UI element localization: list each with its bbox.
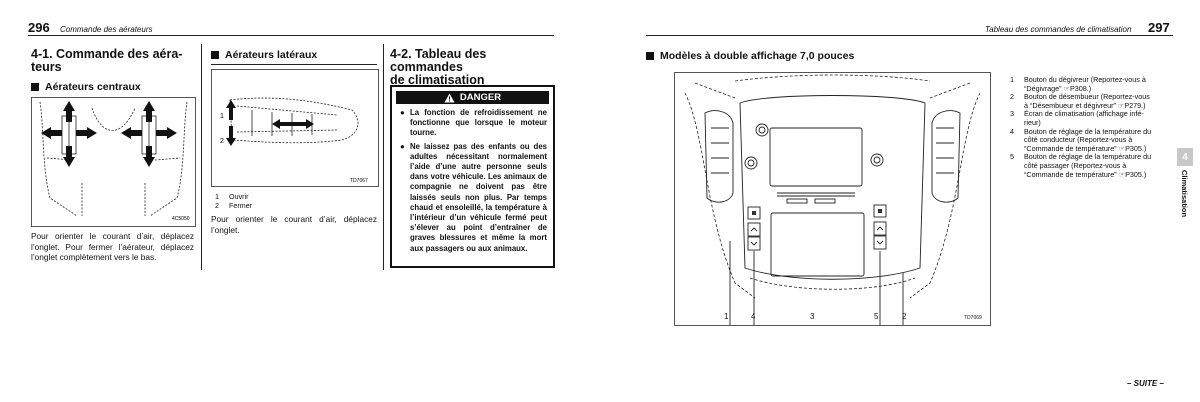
running-head-right: Tableau des commandes de climatisation — [985, 25, 1132, 34]
panel-callout-1: 1 — [724, 312, 729, 321]
legend-item: 1 Bouton du dégivreur (Reportez-vous à “Dégivrage” ☞P308.) — [1010, 75, 1146, 93]
danger-item: ● La fonction de refroidissement ne fonctionne que lorsque le moteur tourne. — [400, 108, 547, 138]
danger-list — [392, 108, 553, 254]
panel-figure-code: TD7069 — [964, 315, 982, 321]
column-divider-2 — [383, 44, 384, 270]
central-vents-figure — [31, 97, 196, 227]
legend-item: 2 Bouton de désembueur (Reportez-vous à “Désembueur et dégivreur” ☞P279.) — [1010, 92, 1150, 110]
header-rule-left — [28, 35, 554, 36]
danger-label: DANGER — [459, 92, 502, 103]
panel-callout-5: 5 — [874, 312, 879, 321]
central-vents-figure-code: 4C5050 — [172, 216, 190, 222]
warning-triangle-icon — [444, 93, 455, 103]
header-rule-right — [646, 35, 1173, 36]
page-number-left: 296 — [28, 20, 50, 35]
chapter-label: Climatisation — [1180, 170, 1189, 218]
dual-display-heading: Modèles à double affichage 7,0 pouces — [646, 50, 854, 62]
side-vents-callout-2: 2 — [220, 138, 224, 145]
central-vents-text: Pour orienter le courant d’air, déplacez l’onglet. Pour fermer l’aérateur, déplacez l’onglet complètement vers le bas. — [31, 231, 194, 263]
panel-legend — [1010, 76, 1170, 179]
legend-item: 4 Bouton de réglage de la température du côté conducteur (Reportez-vous à “Commande de température” ☞P305.) — [1010, 126, 1152, 153]
panel-callout-4: 4 — [751, 312, 756, 321]
side-vents-heading: Aérateurs latéraux — [211, 49, 317, 61]
side-vents-figure — [211, 69, 379, 187]
square-bullet-icon — [646, 52, 654, 60]
continued-label: – SUITE – — [1127, 379, 1164, 388]
panel-callout-2: 2 — [902, 312, 907, 321]
side-vents-legend: 1 Ouvrir 2 Fermer — [215, 192, 253, 210]
central-vents-heading: Aérateurs centraux — [31, 81, 141, 93]
running-head-left: Commande des aérateurs — [60, 25, 153, 34]
panel-callout-3: 3 — [810, 312, 815, 321]
climate-panel-figure — [674, 72, 991, 326]
side-vents-figure-code: TD7067 — [350, 178, 368, 184]
column-divider-1 — [201, 44, 202, 270]
section-title-4-1: 4-1. Commande des aéra- teurs — [31, 47, 183, 74]
legend-item: 3 Écran de climatisation (affichage infé- rieur) — [1010, 109, 1144, 127]
side-vents-callout-1: 1 — [220, 113, 224, 120]
danger-box — [390, 85, 555, 268]
square-bullet-icon — [31, 83, 39, 91]
danger-item: ● Ne laissez pas des enfants ou des adultes nécessitant normalement l’aide d’une autre personne seuls dans votre véhicule. Les animaux de compagnie ne doivent pas être laissés seuls non plus. Par temps chaud et ensoleillé, la température à l’intérieur d’un véhicule fermé peut s’élever au point d’entraîner de graves blessures et même la mort aux passagers ou aux animaux. — [400, 141, 547, 253]
square-bullet-icon — [211, 51, 219, 59]
legend-item: 5 Bouton de réglage de la température du côté passager (Reportez-vous à “Commande de température” ☞P305.) — [1010, 152, 1152, 179]
chapter-tab: 4 — [1177, 148, 1193, 166]
side-vents-text: Pour orienter le courant d’air, déplacez l’onglet. — [211, 214, 377, 235]
danger-header — [396, 91, 549, 104]
side-vents-heading-rule — [211, 64, 377, 65]
section-title-4-2: 4-2. Tableau des commandes de climatisation — [390, 47, 487, 87]
page-number-right: 297 — [1148, 20, 1170, 35]
